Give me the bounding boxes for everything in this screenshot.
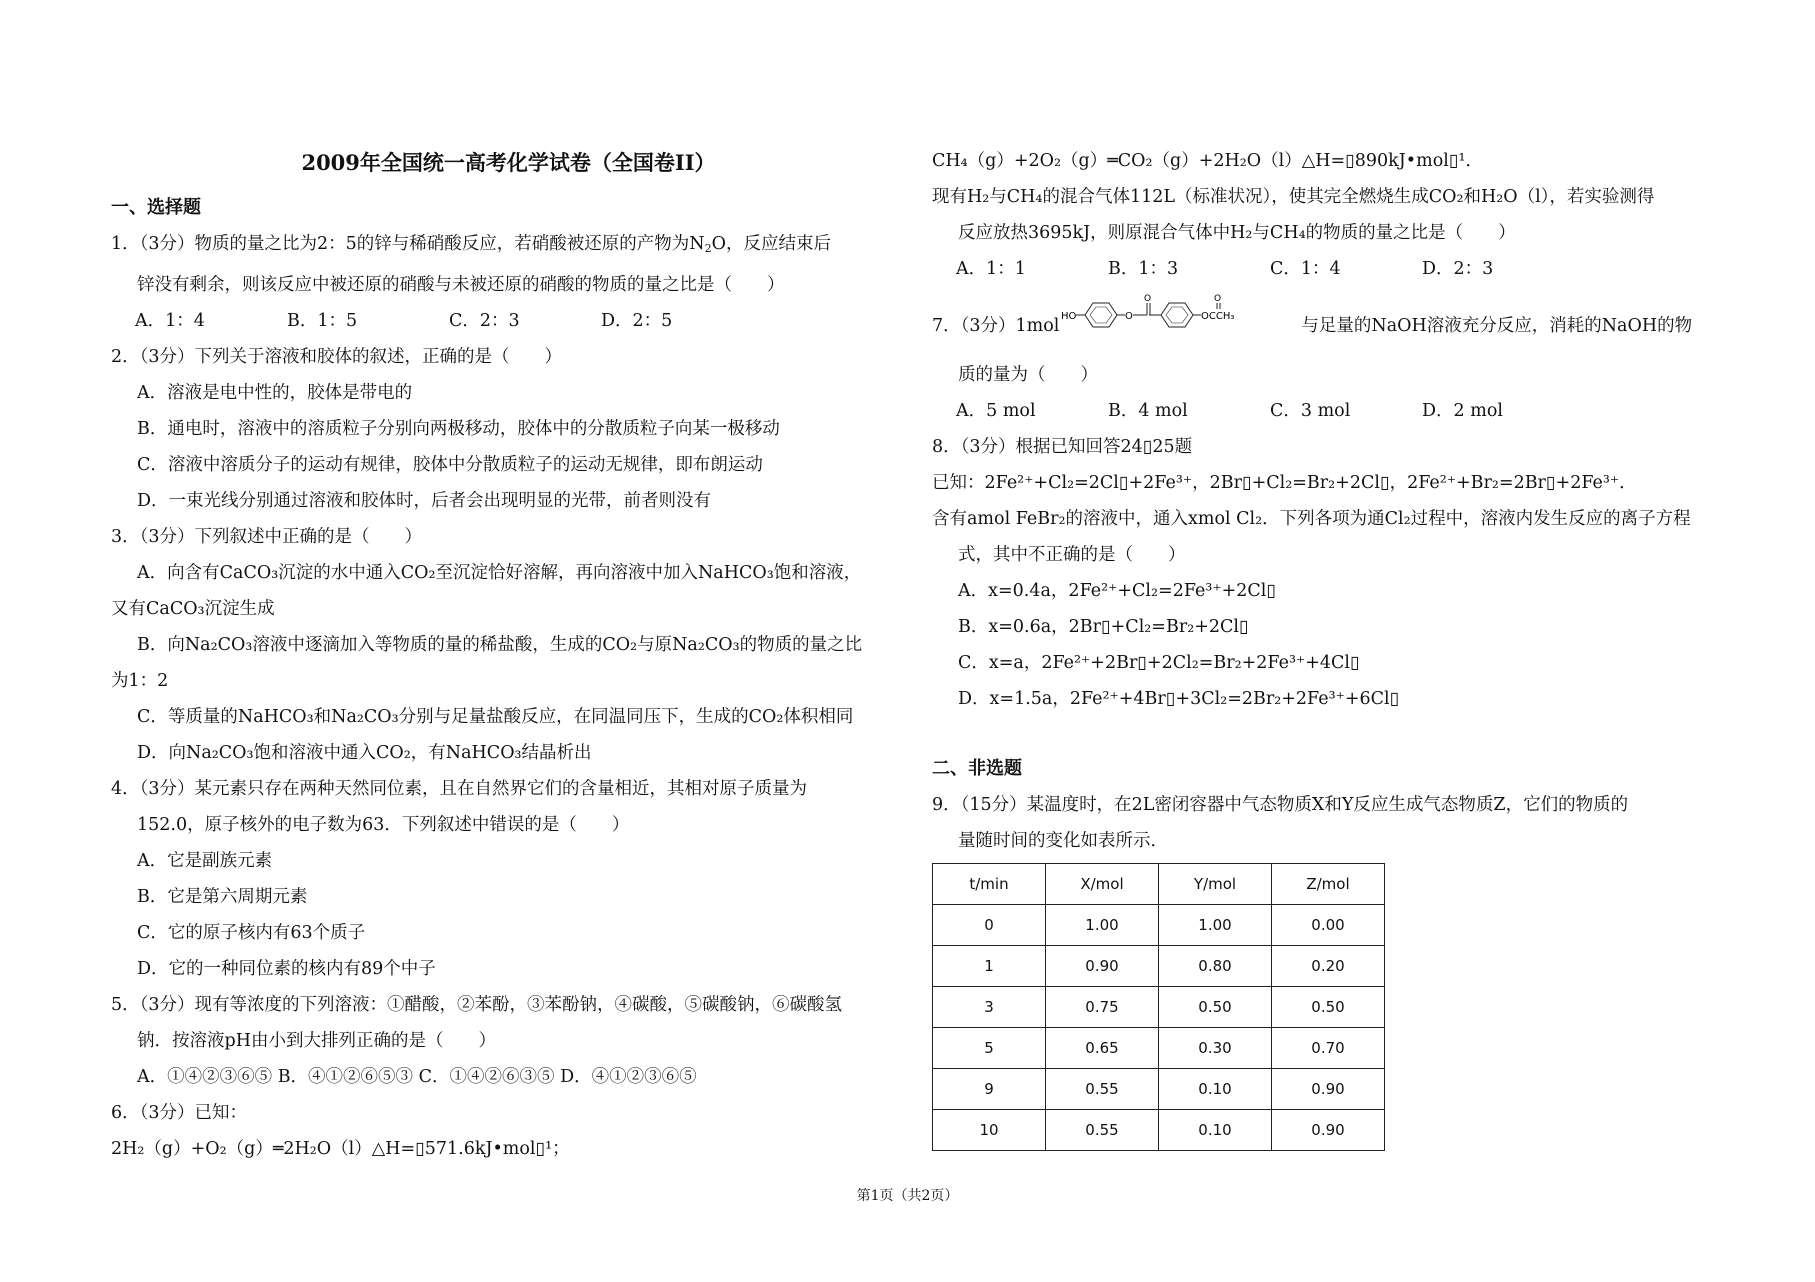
q6-option-d: D．2：3 [1422,259,1494,279]
table-cell: 0.10 [1159,1069,1272,1110]
table-cell: 0.55 [1046,1110,1159,1151]
right-column [932,143,1727,1151]
table-cell: 0.75 [1046,987,1159,1028]
q9-data-table [932,863,1385,1151]
struct-o-label-3: O [1214,294,1222,304]
q6-line1: 现有H₂与CH₄的混合气体112L（标准状况），使其完全燃烧生成CO₂和H₂O（l），若实验测得 [932,187,1655,207]
question-6-cont [932,143,1727,287]
question-4 [111,771,906,987]
q1-line2: 锌没有剩余，则该反应中被还原的硝酸与未被还原的硝酸的物质的量之比是（ ） [137,275,785,295]
table-cell: 0.10 [1159,1110,1272,1151]
q7-option-c: C．3 mol [1270,401,1351,421]
q6-option-a: A．1：1 [956,259,1026,279]
page-footer: 第1页（共2页） [856,1188,959,1204]
q8-known: 已知：2Fe²⁺+Cl₂=2Cl▯+2Fe³⁺，2Br▯+Cl₂=Br₂+2Cl▯，2Fe²⁺+Br₂=2Br▯+2Fe³⁺． [932,473,1637,493]
q9-line1: 9．（15分）某温度时，在2L密闭容器中气态物质X和Y反应生成气态物质Z，它们的物质的 [932,795,1629,815]
table-header-cell: t/min [933,864,1046,905]
q8-option-a: A．x=0.4a，2Fe²⁺+Cl₂=2Fe³⁺+2Cl▯ [958,581,1277,601]
q4-option-c: C．它的原子核内有63个质子 [137,923,366,943]
q4-line2: 152.0，原子核外的电子数为63．下列叙述中错误的是（ ） [137,815,630,835]
table-header-row [933,864,1385,905]
left-column [111,143,906,1167]
table-cell: 0.90 [1272,1069,1385,1110]
table-cell: 0 [933,905,1046,946]
q3-option-b-cont: 为1：2 [111,671,169,691]
q4-option-a: A．它是副族元素 [137,851,273,871]
table-cell: 0.65 [1046,1028,1159,1069]
q3-option-b: B．向Na₂CO₃溶液中逐滴加入等物质的量的稀盐酸，生成的CO₂与原Na₂CO₃的物质的量之比 [137,635,863,655]
q2-stem: 2．（3分）下列关于溶液和胶体的叙述，正确的是（ ） [111,347,563,367]
question-3 [111,519,906,771]
q3-option-a: A．向含有CaCO₃沉淀的水中通入CO₂至沉淀恰好溶解，再向溶液中加入NaHCO₃饱和溶液， [137,563,862,583]
q8-line1: 含有amol FeBr₂的溶液中，通入xmol Cl₂．下列各项为通Cl₂过程中，溶液内发生反应的离子方程 [932,509,1691,529]
q4-line1: 4．（3分）某元素只存在两种天然同位素，且在自然界它们的含量相近，其相对原子质量为 [111,779,808,799]
question-8 [932,429,1727,717]
q8-option-b: B．x=0.6a，2Br▯+Cl₂=Br₂+2Cl▯ [958,617,1249,637]
molecule-structure-image [1061,293,1299,357]
q8-stem: 8．（3分）根据已知回答24▯25题 [932,437,1193,457]
struct-o-label-2: O [1144,294,1152,304]
q1-option-c: C．2：3 [449,311,520,331]
table-cell: 9 [933,1069,1046,1110]
q7-options [932,393,1727,429]
table-row [933,905,1385,946]
question-2 [111,339,906,519]
struct-och3-label: OCCH₃ [1201,311,1235,322]
q6-option-c: C．1：4 [1270,259,1341,279]
q7-line2: 质的量为（ ） [958,365,1098,385]
table-cell: 1 [933,946,1046,987]
table-cell: 0.20 [1272,946,1385,987]
table-row [933,987,1385,1028]
q2-option-d: D．一束光线分别通过溶液和胶体时，后者会出现明显的光带，前者则没有 [137,491,712,511]
table-cell: 0.70 [1272,1028,1385,1069]
table-cell: 0.50 [1272,987,1385,1028]
q4-option-d: D．它的一种同位素的核内有89个中子 [137,959,436,979]
q2-option-b: B．通电时，溶液中的溶质粒子分别向两极移动，胶体中的分散质粒子向某一极移动 [137,419,780,439]
q8-option-d: D．x=1.5a，2Fe²⁺+4Br▯+3Cl₂=2Br₂+2Fe³⁺+6Cl▯ [958,689,1400,709]
q4-option-b: B．它是第六周期元素 [137,887,308,907]
table-cell: 1.00 [1159,905,1272,946]
table-cell: 0.50 [1159,987,1272,1028]
table-cell: 0.30 [1159,1028,1272,1069]
question-5 [111,987,906,1095]
q7-option-a: A．5 mol [956,401,1036,421]
q6-option-b: B．1：3 [1108,259,1179,279]
q8-line2: 式，其中不正确的是（ ） [958,545,1186,565]
struct-o-label-1: O [1125,311,1134,322]
q2-option-a: A．溶液是电中性的，胶体是带电的 [137,383,413,403]
table-cell: 5 [933,1028,1046,1069]
table-cell: 10 [933,1110,1046,1151]
q1-line1: 1．（3分）物质的量之比为2：5的锌与稀硝酸反应，若硝酸被还原的产物为N [111,234,705,254]
question-6-start [111,1095,906,1167]
q1-option-b: B．1：5 [287,311,358,331]
q9-line2: 量随时间的变化如表所示． [958,831,1168,851]
table-cell: 0.55 [1046,1069,1159,1110]
q3-option-a-cont: 又有CaCO₃沉淀生成 [111,599,275,619]
table-cell: 0.80 [1159,946,1272,987]
table-header-cell: Z/mol [1272,864,1385,905]
struct-ho-label: HO [1061,311,1077,322]
q1-option-d: D．2：5 [601,311,673,331]
table-cell: 0.00 [1272,905,1385,946]
question-1: 1．（3分）物质的量之比为2：5的锌与稀硝酸反应，若硝酸被还原的产物为$N_2O$，反应结束后 锌没有剩余，则该反应中被还原的硝酸与未被还原的硝酸的物质的量之比是（ ） A．1：4 B．1：5 C．2：3 D．2：5 [111,226,906,339]
table-cell: 0.90 [1272,1110,1385,1151]
q3-option-d: D．向Na₂CO₃饱和溶液中通入CO₂，有NaHCO₃结晶析出 [137,743,592,763]
q1-options [111,303,906,339]
q5-line2: 钠．按溶液pH由小到大排列正确的是（ ） [137,1031,496,1051]
q7-option-b: B．4 mol [1108,401,1188,421]
q8-option-c: C．x=a，2Fe²⁺+2Br▯+2Cl₂=Br₂+2Fe³⁺+4Cl▯ [958,653,1360,673]
section-heading-nonchoice: 二、非选题 [932,758,1022,779]
table-row [933,946,1385,987]
table-cell: 3 [933,987,1046,1028]
q7-stem-start: 7．（3分）1mol [932,316,1060,336]
table-header-cell: Y/mol [1159,864,1272,905]
q7-stem-end: 与足量的NaOH溶液充分反应，消耗的NaOH的物 [1301,316,1693,336]
q6-equation-2: CH₄（g）+2O₂（g）═CO₂（g）+2H₂O（l）△H=▯890kJ•mol▯¹． [932,151,1483,171]
table-header-cell: X/mol [1046,864,1159,905]
q5-options: A．①④②③⑥⑤ B．④①②⑥⑤③ C．①④②⑥③⑤ D．④①②③⑥⑤ [137,1067,697,1087]
q3-option-c: C．等质量的NaHCO₃和Na₂CO₃分别与足量盐酸反应，在同温同压下，生成的CO₂体积相同 [137,707,854,727]
q7-option-d: D．2 mol [1422,401,1503,421]
q5-line1: 5．（3分）现有等浓度的下列溶液：①醋酸，②苯酚，③苯酚钠，④碳酸，⑤碳酸钠，⑥碳酸氢 [111,995,843,1015]
q6-equation-1: 2H₂（g）+O₂（g）═2H₂O（l）△H=▯571.6kJ•mol▯¹； [111,1139,570,1159]
table-cell: 0.90 [1046,946,1159,987]
section-heading-choice: 一、选择题 [111,197,201,218]
q3-stem: 3．（3分）下列叙述中正确的是（ ） [111,527,423,547]
table-row [933,1028,1385,1069]
table-row [933,1110,1385,1151]
table-cell: 1.00 [1046,905,1159,946]
q6-options [932,251,1727,287]
table-row [933,1069,1385,1110]
exam-title: 2009年全国统一高考化学试卷（全国卷II） [301,150,716,175]
q6-line2: 反应放热3695kJ，则原混合气体中H₂与CH₄的物质的量之比是（ ） [958,223,1516,243]
q2-option-c: C．溶液中溶质分子的运动有规律，胶体中分散质粒子的运动无规律，即布朗运动 [137,455,763,475]
q6-stem: 6．（3分）已知： [111,1103,248,1123]
question-9 [932,787,1727,1151]
question-7 [932,293,1727,429]
q1-option-a: A．1：4 [135,311,205,331]
